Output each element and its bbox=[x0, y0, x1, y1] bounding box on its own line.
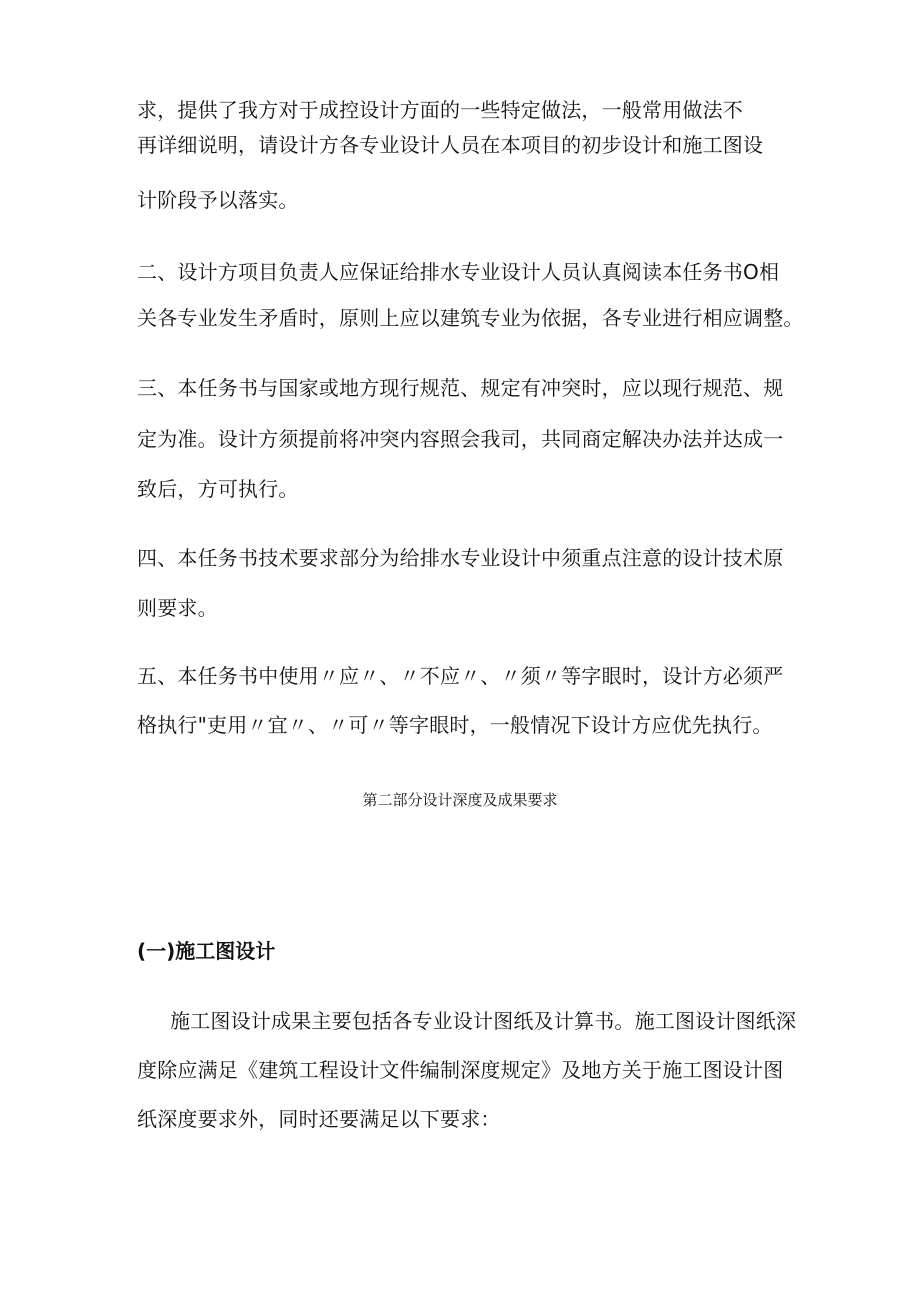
item4-line-2: 则要求。 bbox=[137, 596, 218, 620]
item3-line-1: 三、本任务书与国家或地方现行规范、规定有冲突时，应以现行规范、规 bbox=[137, 376, 784, 400]
part2-title: 第二部分设计深度及成果要求 bbox=[362, 791, 558, 809]
subsection-line-1: 施工图设计成果主要包括各专业设计图纸及计算书。施工图设计图纸深 bbox=[170, 1009, 797, 1033]
item5-line-1: 五、本任务书中使用〃应〃、〃不应〃、〃须〃等字眼时，设计方必须严 bbox=[137, 664, 784, 688]
item5-line-2: 格执行"吏用〃宜〃、〃可〃等字眼时，一般情况下设计方应优先执行。 bbox=[137, 713, 773, 737]
subsection-line-2: 度除应满足《建筑工程设计文件编制深度规定》及地方关于施工图设计图 bbox=[137, 1058, 784, 1082]
item3-line-2: 定为准。设计方须提前将冲突内容照会我司，共同商定解决办法并达成一 bbox=[137, 427, 784, 451]
item2-line-2: 关各专业发生矛盾时，原则上应以建筑专业为依据，各专业进行相应调整。 bbox=[137, 306, 804, 330]
item2-line-1: 二、设计方项目负责人应保证给排水专业设计人员认真阅读本任务书O相 bbox=[137, 260, 780, 284]
item4-line-1: 四、本任务书技术要求部分为给排水专业设计中须重点注意的设计技术原 bbox=[137, 546, 784, 570]
intro-line-1: 求，提供了我方对于成控设计方面的一些特定做法，一般常用做法不 bbox=[137, 98, 743, 122]
item3-line-3: 致后，方可执行。 bbox=[137, 477, 299, 501]
intro-line-2: 再详细说明，请设计方各专业设计人员在本项目的初步设计和施工图设 bbox=[137, 133, 764, 157]
subsection-line-3: 纸深度要求外，同时还要满足以下要求： bbox=[137, 1107, 501, 1131]
subsection-heading: (一)施工图设计 bbox=[137, 939, 276, 963]
intro-line-3: 计阶段予以落实。 bbox=[137, 188, 299, 212]
